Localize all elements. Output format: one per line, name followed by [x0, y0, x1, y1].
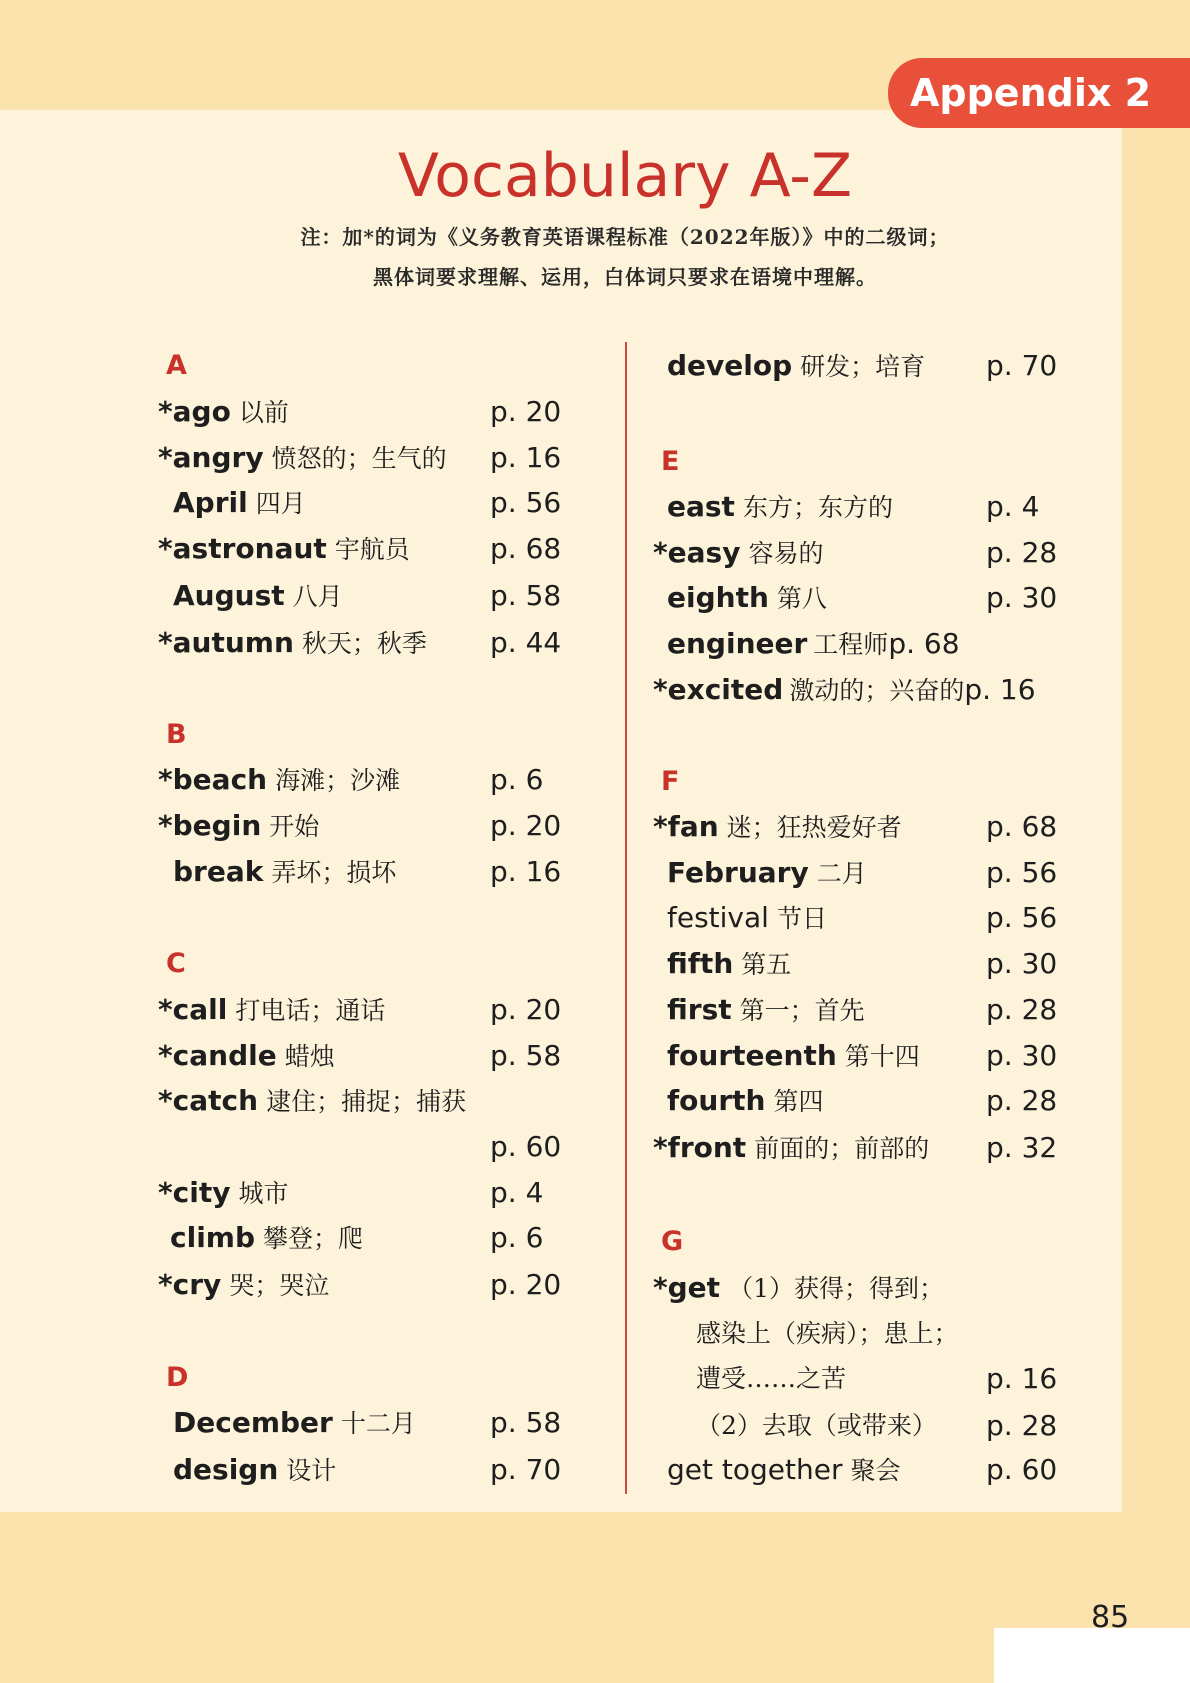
- entry-page: p. 58: [490, 1406, 562, 1439]
- entry-page: p. 32: [986, 1131, 1058, 1164]
- entry-word: *get: [653, 1271, 721, 1304]
- vocab-entry: [653, 807, 902, 847]
- entry-word: *candle: [158, 1039, 277, 1072]
- section-letter-g: G: [661, 1226, 684, 1257]
- entry-word: *angry: [158, 441, 264, 474]
- page-number: 85: [1091, 1600, 1130, 1635]
- entry-meaning: 弄坏；损坏: [271, 858, 397, 887]
- entry-word: *autumn: [158, 626, 294, 659]
- vocab-entry: [667, 990, 865, 1030]
- entry-word: east: [667, 490, 735, 523]
- entry-page: p. 30: [986, 947, 1058, 980]
- vocab-entry: [158, 529, 410, 569]
- entry-meaning: 第八: [776, 584, 827, 613]
- vocab-entry: [667, 944, 791, 984]
- entry-word: February: [667, 856, 809, 889]
- section-letter-a: A: [166, 350, 187, 381]
- entry-meaning: 聚会: [850, 1456, 901, 1485]
- appendix-tab: Appendix 2: [888, 58, 1190, 128]
- entry-page: p. 44: [490, 626, 562, 659]
- entry-meaning: 海滩；沙滩: [275, 766, 401, 795]
- entry-meaning: （1）获得；得到；: [728, 1274, 944, 1303]
- entry-page: p. 6: [490, 763, 544, 796]
- entry-meaning: 第一；首先: [739, 996, 865, 1025]
- entry-word: get together: [667, 1453, 843, 1486]
- entry-meaning: 以前: [238, 398, 289, 427]
- entry-page: p. 60: [490, 1130, 562, 1163]
- vocab-entry: [667, 578, 827, 618]
- entry-word: *beach: [158, 763, 268, 796]
- entry-page: p. 68: [888, 627, 960, 660]
- entry-meaning: 迷；狂热爱好者: [726, 813, 902, 842]
- entry-page: p. 20: [490, 993, 562, 1026]
- vocab-entry: [667, 1450, 900, 1490]
- entry-meaning: 逮住；捕捉；捕获: [266, 1087, 467, 1116]
- entry-meaning-continued: 遭受……之苦: [696, 1364, 847, 1393]
- vocab-entry: [667, 346, 925, 386]
- entry-meaning: 宇航员: [334, 535, 410, 564]
- entry-word: fourteenth: [667, 1039, 837, 1072]
- vocab-entry: [173, 1403, 416, 1443]
- entry-page: p. 56: [490, 486, 562, 519]
- vocab-entry: [173, 1450, 336, 1490]
- vocab-entry: [653, 1128, 929, 1168]
- entry-word: April: [173, 486, 248, 519]
- vocab-entry: [158, 623, 427, 663]
- entry-sense-2: （2）去取（或带来）: [696, 1411, 937, 1440]
- vocab-entry: [170, 1218, 363, 1258]
- entry-page: p. 68: [986, 810, 1058, 843]
- vocab-entry: [158, 1173, 289, 1213]
- entry-word: *front: [653, 1131, 747, 1164]
- entry-word: *cry: [158, 1268, 222, 1301]
- vocab-entry: [158, 1036, 335, 1076]
- entry-page: p. 28: [986, 1409, 1058, 1442]
- entry-word: December: [173, 1406, 333, 1439]
- vocab-entry: [158, 392, 289, 432]
- entry-page: p. 30: [986, 1039, 1058, 1072]
- vocab-entry: [667, 487, 893, 527]
- vocab-entry: [158, 990, 385, 1030]
- vocab-entry: [667, 898, 827, 938]
- vocab-entry: [653, 670, 1036, 710]
- entry-meaning: 愤怒的；生气的: [271, 444, 447, 473]
- vocab-entry: [653, 533, 823, 573]
- section-letter-e: E: [661, 446, 680, 477]
- entry-word: *excited: [653, 673, 784, 706]
- entry-meaning: 八月: [292, 582, 343, 611]
- entry-meaning: 开始: [269, 812, 320, 841]
- vocab-entry: [173, 576, 343, 616]
- entry-word: fifth: [667, 947, 734, 980]
- entry-page: p. 70: [986, 349, 1058, 382]
- entry-word: eighth: [667, 581, 769, 614]
- vocab-entry: [667, 624, 960, 664]
- entry-meaning: 工程师: [813, 630, 889, 659]
- entry-word: *begin: [158, 809, 262, 842]
- entry-meaning: 十二月: [340, 1409, 416, 1438]
- entry-meaning: 打电话；通话: [235, 996, 386, 1025]
- vocab-entry: [667, 1081, 824, 1121]
- entry-word: fourth: [667, 1084, 766, 1117]
- entry-word: festival: [667, 901, 769, 934]
- entry-meaning: 第十四: [844, 1042, 920, 1071]
- entry-meaning: 二月: [816, 859, 867, 888]
- entry-page: p. 28: [986, 1084, 1058, 1117]
- entry-page: p. 6: [490, 1221, 544, 1254]
- entry-meaning: 四月: [255, 489, 306, 518]
- entry-page: p. 30: [986, 581, 1058, 614]
- entry-page: p. 16: [490, 441, 562, 474]
- vocab-entry: [158, 760, 400, 800]
- entry-page: p. 16: [986, 1362, 1058, 1395]
- entry-page: p. 16: [490, 855, 562, 888]
- entry-page: p. 20: [490, 1268, 562, 1301]
- entry-meaning: 第五: [741, 950, 792, 979]
- entry-word: *astronaut: [158, 532, 327, 565]
- entry-page: p. 4: [986, 490, 1040, 523]
- entry-meaning: 蜡烛: [284, 1042, 335, 1071]
- entry-page: p. 60: [986, 1453, 1058, 1486]
- entry-word: *fan: [653, 810, 719, 843]
- vocab-entry: [173, 483, 306, 523]
- entry-meaning-continued: 感染上（疾病）；患上；: [696, 1319, 959, 1348]
- entry-word: engineer: [667, 627, 808, 660]
- entry-meaning: 设计: [286, 1456, 337, 1485]
- entry-page: p. 4: [490, 1176, 544, 1209]
- note-line-1: 注：加*的词为《义务教育英语课程标准（2022年版）》中的二级词；: [300, 225, 950, 249]
- entry-word: develop: [667, 349, 793, 382]
- entry-word: *city: [158, 1176, 231, 1209]
- entry-meaning: 东方；东方的: [742, 493, 893, 522]
- entry-meaning: 第四: [773, 1087, 824, 1116]
- entry-word: *catch: [158, 1084, 259, 1117]
- entry-word: climb: [170, 1221, 256, 1254]
- entry-page: p. 56: [986, 856, 1058, 889]
- entry-page: p. 70: [490, 1453, 562, 1486]
- entry-word: *ago: [158, 395, 231, 428]
- entry-meaning: 哭；哭泣: [229, 1271, 330, 1300]
- entry-page: p. 68: [490, 532, 562, 565]
- section-letter-d: D: [166, 1362, 189, 1393]
- vocab-entry: [158, 806, 319, 846]
- entry-word: break: [173, 855, 264, 888]
- entry-page: p. 58: [490, 579, 562, 612]
- entry-meaning: 前面的；前部的: [754, 1134, 930, 1163]
- vocab-entry: [653, 1268, 944, 1308]
- entry-word: first: [667, 993, 732, 1026]
- section-letter-f: F: [661, 766, 680, 797]
- entry-page: p. 20: [490, 395, 562, 428]
- entry-page: p. 16: [964, 673, 1036, 706]
- entry-meaning: 研发；培育: [800, 352, 926, 381]
- entry-word: *call: [158, 993, 228, 1026]
- section-letter-c: C: [166, 948, 186, 979]
- page-title: Vocabulary A-Z: [397, 141, 853, 211]
- vocab-entry: [173, 852, 396, 892]
- entry-meaning: 城市: [238, 1179, 289, 1208]
- entry-page: p. 20: [490, 809, 562, 842]
- vocab-entry: [158, 1265, 329, 1305]
- vocab-entry: [158, 1081, 466, 1121]
- entry-meaning: 节日: [776, 904, 827, 933]
- entry-meaning: 攀登；爬: [263, 1224, 364, 1253]
- section-letter-b: B: [166, 719, 187, 750]
- entry-page: p. 56: [986, 901, 1058, 934]
- column-divider: [625, 342, 627, 1494]
- vocab-entry: [667, 1036, 920, 1076]
- entry-word: design: [173, 1453, 279, 1486]
- entry-page: p. 58: [490, 1039, 562, 1072]
- entry-word: August: [173, 579, 285, 612]
- entry-page: p. 28: [986, 993, 1058, 1026]
- entry-meaning: 容易的: [748, 539, 824, 568]
- vocab-entry: [158, 438, 447, 478]
- note-line-2: 黑体词要求理解、运用，白体词只要求在语境中理解。: [373, 265, 877, 289]
- entry-meaning: 激动的；兴奋的: [789, 676, 965, 705]
- entry-page: p. 28: [986, 536, 1058, 569]
- vocab-entry: [667, 853, 867, 893]
- entry-meaning: 秋天；秋季: [301, 629, 427, 658]
- entry-word: *easy: [653, 536, 741, 569]
